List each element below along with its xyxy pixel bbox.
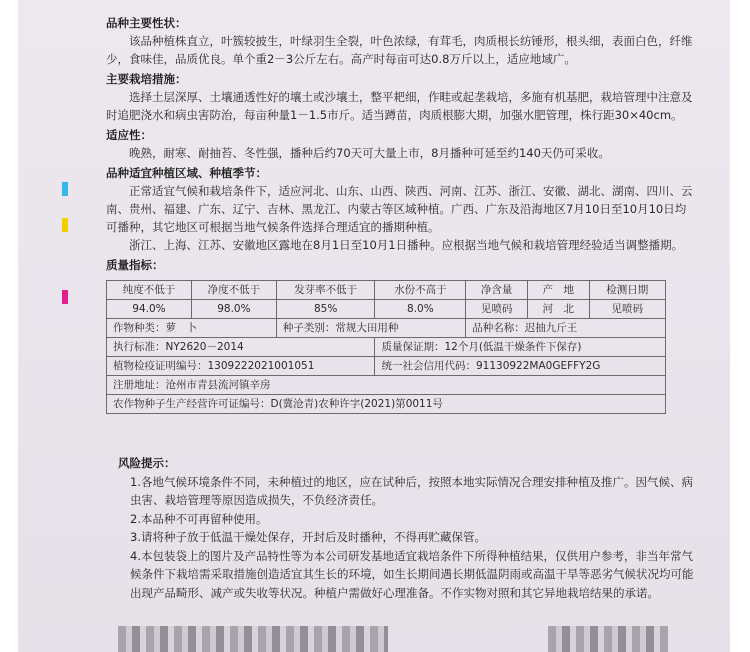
cultivation-text: 选择土层深厚、土壤通透性好的壤土或沙壤土，整平耙细，作畦或起垄栽培，多施有机基肥，栽培管理中注意及时追肥浇水和病虫害防治，每亩种量1－1.5市斤。适当蹲苗，肉质根膨大期，加强水肥管理，株行距30×40cm。 — [106, 90, 693, 122]
table-cell: 净度不低于 — [191, 281, 276, 300]
table-cell: 发芽率不低于 — [276, 281, 375, 300]
table-cell: 河 北 — [527, 300, 589, 319]
quality-table — [106, 280, 666, 414]
table-cell: 94.0% — [107, 300, 192, 319]
seed-class-cell: 种子类别：常规大田用种 — [276, 319, 465, 338]
regions-title: 品种适宜种植区域、种植季节： — [106, 166, 267, 180]
product-info — [106, 14, 696, 416]
table-cell: 98.0% — [191, 300, 276, 319]
table-row — [107, 319, 666, 338]
quarantine-cell: 植物检疫证明编号：130922202100105​1 — [107, 357, 375, 376]
quality-section — [106, 256, 696, 414]
standard-cell: 执行标准：NY2620－2014 — [107, 338, 375, 357]
table-row — [107, 357, 666, 376]
variety-cell: 品种名称：迟抽九斤王 — [466, 319, 666, 338]
risk-item-1: 1.各地气候环境条件不同，未种植过的地区，应在试种后，按照本地实际情况合理安排种植及推广。因气候、病虫害、栽培管理等原因造成损失，不负经济责任。 — [130, 474, 693, 507]
table-cell: 纯度不低于 — [107, 281, 192, 300]
table-row — [107, 300, 666, 319]
table-row — [107, 376, 666, 395]
adaptability-section — [106, 126, 696, 162]
table-cell: 检测日期 — [589, 281, 665, 300]
address-cell: 注册地址：沧州市青县流河镇辛房 — [107, 376, 666, 395]
license-cell: 农作物种子生产经营许可证编号：D(冀沧青)农种许字(2021)第0011号 — [107, 395, 666, 414]
adaptability-text: 晚熟，耐寒、耐抽苔、冬性强，播种后约70天可大量上市，8月播种可延至约140天仍可采收。 — [129, 146, 610, 160]
redacted-area-right — [548, 626, 668, 652]
quality-title: 质量指标： — [106, 258, 164, 272]
risk-title: 风险提示： — [118, 456, 176, 470]
warranty-cell: 质量保证期：12个月(低温干燥条件下保存) — [375, 338, 666, 357]
table-cell: 见喷码 — [589, 300, 665, 319]
regions-section — [106, 164, 696, 254]
table-cell: 产 地 — [527, 281, 589, 300]
registration-mark-magenta — [62, 290, 68, 304]
table-cell: 85% — [276, 300, 375, 319]
main-traits-text: 该品种植株直立，叶簇较披生，叶绿羽生全裂，叶色浓绿，有茸毛，肉质根长纺锤形，根头细，表面白色，纤维少，食味佳，品质优良。单个重2－3公斤左右。高产时每亩可达0.8万斤以上，适应地域广。 — [106, 34, 693, 66]
main-traits-section — [106, 14, 696, 68]
regions-text-1: 正常适宜气候和栽培条件下，适应河北、山东、山西、陕西、河南、江苏、浙江、安徽、湖北、湖南、四川、云南、贵州、福建、广东、辽宁、吉林、黑龙江、内蒙古等区域种植。广西、广东及沿海地区7月10日至10月10日均可播种，其它地区可根据当地气候条件选择合理适宜的播期种植。 — [106, 184, 693, 234]
registration-mark-cyan — [62, 182, 68, 196]
credit-code-cell: 统一社会信用代码：91130922MA0GEFFY2G — [375, 357, 666, 376]
cultivation-section — [106, 70, 696, 124]
table-row — [107, 395, 666, 414]
redacted-area-left — [118, 626, 388, 652]
cultivation-title: 主要栽培措施： — [106, 72, 187, 86]
table-cell: 水份不高于 — [375, 281, 466, 300]
table-cell: 8.0% — [375, 300, 466, 319]
adaptability-title: 适应性： — [106, 128, 152, 142]
table-row — [107, 338, 666, 357]
risk-item-4: 4.本包装袋上的图片及产品特性等为本公司研发基地适宜栽培条件下所得种植结果，仅供用户参考，非当年常气候条件下栽培需采取措施创造适宜其生长的环境，如生长期间遇长期低温阴雨或高温干旱等恶劣气候状况均可能出现产品畸形、减产或失收等状况。种植户需做好心理准备。不作实物对照和其它异地栽培结果的承诺。 — [130, 548, 694, 600]
risk-item-3: 3.请将种子放于低温干燥处保存，开封后及时播种，不得再贮藏保管。 — [130, 530, 486, 544]
risk-item-2: 2.本品种不可再留种使用。 — [130, 511, 268, 526]
table-cell: 见喷码 — [466, 300, 528, 319]
main-traits-title: 品种主要性状： — [106, 16, 187, 30]
risk-section — [118, 454, 698, 602]
table-cell: 净含量 — [466, 281, 528, 300]
seed-packet-back — [18, 0, 730, 652]
crop-type-cell: 作物种类：萝 卜 — [107, 319, 277, 338]
regions-text-2: 浙江、上海、江苏、安徽地区露地在8月1日至10月1日播种。应根据当地气候和栽培管理经验适当调整播期。 — [129, 238, 684, 252]
registration-mark-yellow — [62, 218, 68, 232]
table-row — [107, 281, 666, 300]
